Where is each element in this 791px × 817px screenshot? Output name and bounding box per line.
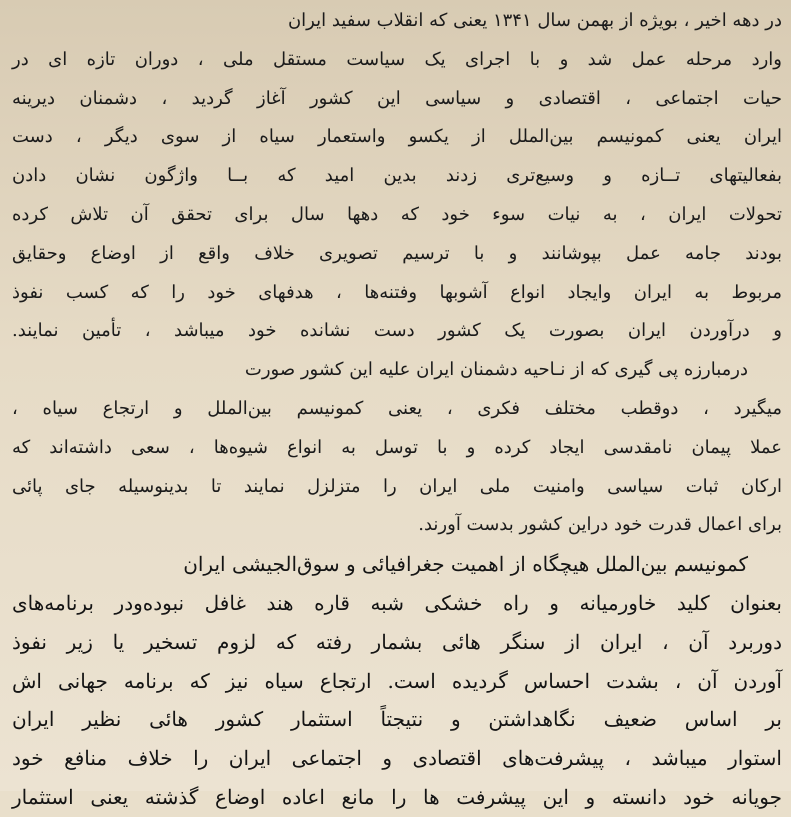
text-line: عملا پیمان نامقدسی ایجاد کرده و با توسل به انواع شیوه‌ها ، سعی داشته‌اند که [12,436,782,458]
text-line: دوربرد آن ، ایران از سنگر هائی بشمار رفته که لزوم تسخیر یا زیر نفوذ [12,629,782,654]
text-line: ارکان ثبات سیاسی وامنیت ملی ایران را متزلزل نمایند تا بدینوسیله جای پائی [12,475,782,497]
text-line: جویانه خود دانسته و این پیشرفت ها را مانع اعاده اوضاع گذشته یعنی استثمار [12,784,782,809]
text-line: بفعالیتهای تــازه و وسیع‌تری زدند بدین امید که بــا واژگون نشان دادن [12,165,782,187]
text-line: کمونیسم بین‌الملل هیچگاه از اهمیت جغرافیائی و سوق‌الجیشی ایران [183,552,748,577]
text-line: در دهه اخیر ، بویژه از بهمن سال ۱۳۴۱ یعنی که انقلاب سفید ایران [287,10,782,31]
text-line: بر اساس ضعیف نگاهداشتن و نتیجتاً استثمار کشور هائی نظیر ایران [12,707,782,732]
text-line: حیات اجتماعی ، اقتصادی و سیاسی این کشور آغاز گردید ، دشمنان دیرینه [12,87,782,109]
text-block [12,2,782,817]
text-line: استوار میباشد ، پیشرفت‌های اقتصادی و اجتماعی ایران را خلاف منافع خود [12,746,782,771]
text-line: ایران یعنی کمونیسم بین‌الملل از یکسو واستعمار سیاه از سوی دیگر ، دست [12,126,782,148]
text-line: بودند جامه عمل بپوشانند و با ترسیم تصویری خلاف واقع از اوضاع وحقایق [12,242,782,264]
text-line: مربوط به ایران وایجاد انواع آشوبها وفتنه‌ها ، هدفهای خود را که کسب نفوذ [12,281,782,303]
text-line: آوردن آن ، بشدت احساس گردیده است. ارتجاع سیاه نیز که برنامه جهانی اش [12,668,782,693]
text-line: برای اعمال قدرت خود دراین کشور بدست آورند. [418,514,782,536]
text-line: میگیرد ، دوقطب مختلف فکری ، یعنی کمونیسم بین‌الملل و ارتجاع سیاه ، [12,397,782,419]
text-line: و درآوردن ایران بصورت یک کشور دست نشانده خود میباشد ، تأمین نمایند. [12,320,782,342]
paragraph-3 [12,545,782,817]
text-line: تحولات ایران ، به نیات سوء خود که دهها سال برای تحقق آن تلاش کرده [12,203,782,225]
paragraph-1 [12,2,782,351]
text-line: بعنوان کلید خاورمیانه و راه خشکی شبه قاره هند غافل نبوده‌ودر برنامه‌های [12,590,782,615]
text-line: وارد مرحله عمل شد و با اجرای یک سیاست مستقل ملی ، دوران تازه ای در [12,48,782,70]
text-line: درمبارزه پی گیری که از نـاحیه دشمنان ایران علیه این کشور صورت [244,359,748,381]
paragraph-2 [12,351,782,545]
